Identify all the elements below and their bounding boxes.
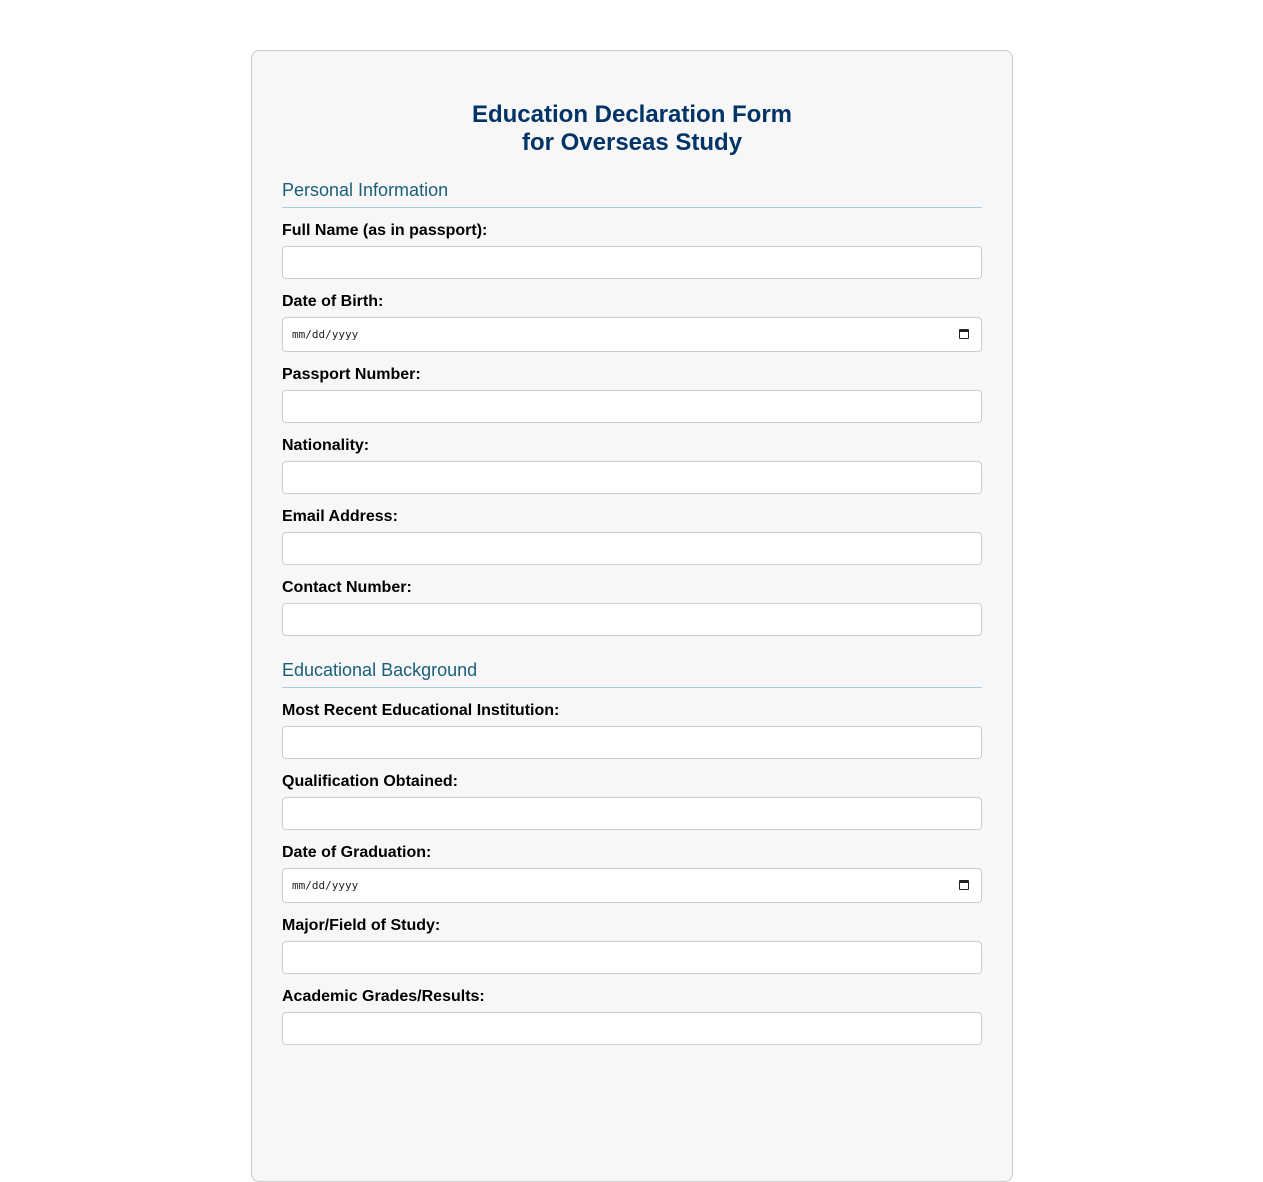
form: [282, 179, 982, 1045]
field-label: Email Address:: [282, 508, 398, 525]
text-input[interactable]: [282, 797, 982, 830]
text-input[interactable]: [282, 941, 982, 974]
field-label: Qualification Obtained:: [282, 773, 459, 790]
form-title: [282, 101, 982, 157]
text-input[interactable]: [282, 532, 982, 565]
date-placeholder: mm/dd/yyyy: [292, 879, 359, 892]
field-label: Date of Graduation:: [282, 844, 432, 861]
calendar-icon[interactable]: [959, 880, 969, 890]
title-line-2: for Overseas Study: [521, 129, 743, 156]
text-input[interactable]: [282, 461, 982, 494]
text-input[interactable]: [282, 390, 982, 423]
field-label: Academic Grades/Results:: [282, 988, 485, 1005]
field-label: Full Name (as in passport):: [282, 222, 488, 239]
field-label: Nationality:: [282, 437, 370, 454]
date-input[interactable]: [282, 868, 982, 903]
calendar-icon[interactable]: [959, 329, 969, 339]
field-label: Passport Number:: [282, 366, 421, 383]
text-input[interactable]: [282, 726, 982, 759]
field-label: Contact Number:: [282, 579, 412, 596]
field-label: Major/Field of Study:: [282, 917, 441, 934]
date-input[interactable]: [282, 317, 982, 352]
text-input[interactable]: [282, 603, 982, 636]
section-heading: Personal Information: [282, 179, 982, 208]
form-container: [251, 50, 1013, 1182]
field-label: Date of Birth:: [282, 293, 384, 310]
date-placeholder: mm/dd/yyyy: [292, 328, 359, 341]
section-heading: Educational Background: [282, 659, 982, 688]
title-line-1: Education Declaration Form: [471, 101, 793, 128]
field-label: Most Recent Educational Institution:: [282, 702, 560, 719]
text-input[interactable]: [282, 246, 982, 279]
text-input[interactable]: [282, 1012, 982, 1045]
